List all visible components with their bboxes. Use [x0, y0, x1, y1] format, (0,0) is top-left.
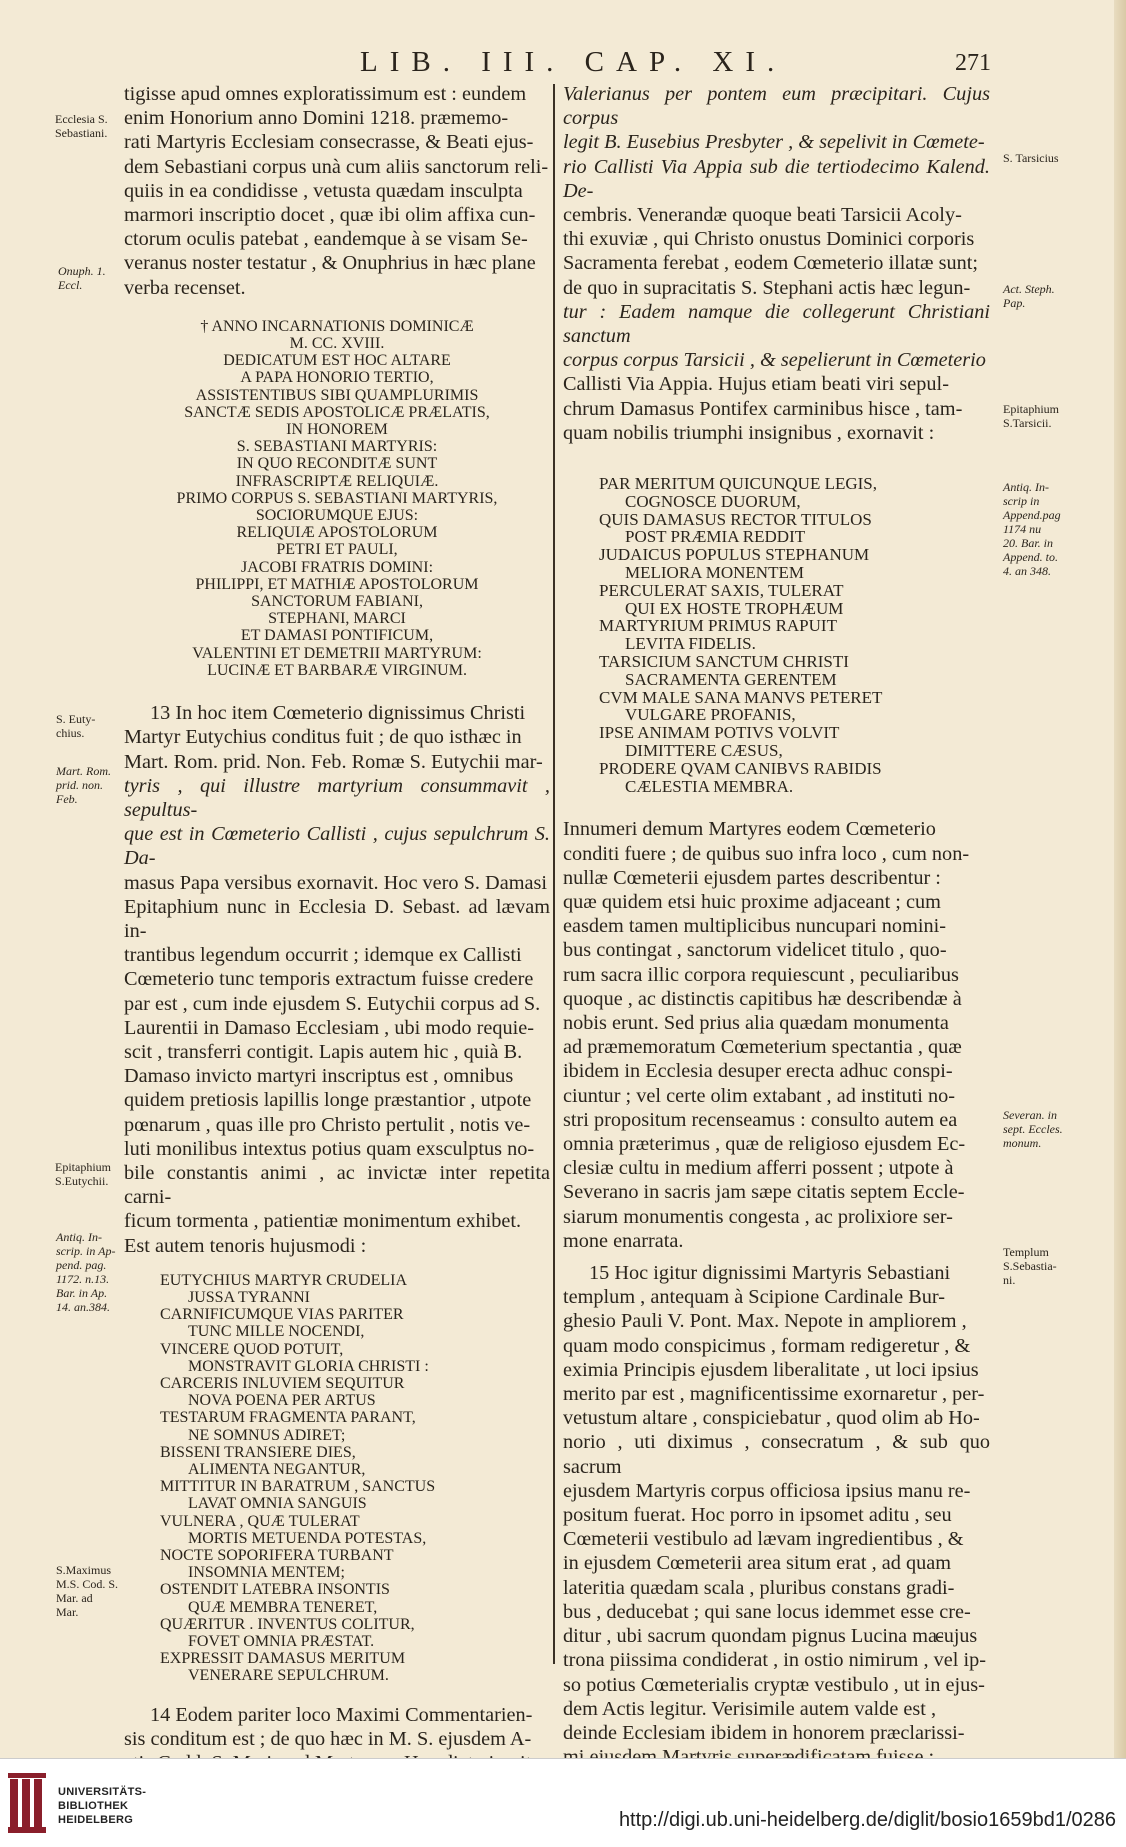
tarsicius-epitaph: [563, 475, 990, 795]
epitaph-line: POST PRÆMIA REDDIT: [625, 527, 806, 547]
right-intro-paragraph: [563, 82, 990, 445]
inscription-line: JACOBI FRATRIS DOMINI:: [240, 558, 434, 576]
inscription-line: M. CC. XVIII.: [289, 335, 385, 353]
margin-line: Ecclesia S.: [55, 112, 108, 126]
text-line: Cœmeterii vestibulo ad lævam ingredientibus , &: [563, 1528, 964, 1551]
text-line: 13 In hoc item Cœmeterio dignissimus Christi: [150, 702, 526, 725]
spacer: [124, 1685, 550, 1703]
margin-line: ni.: [1003, 1273, 1016, 1287]
margin-line: Feb.: [56, 792, 78, 806]
epitaph-line: NE SOMNUS ADIRET;: [188, 1426, 346, 1444]
text-line: nobis erunt. Sed prius alia quædam monumenta: [563, 1012, 949, 1035]
text-line: chrum Damasus Pontifex carminibus hisce , tam-: [563, 397, 963, 420]
epitaph-line: TESTARUM FRAGMENTA PARANT,: [160, 1409, 416, 1427]
text-line: easdem tamen multiplicibus nuncupari nomini-: [563, 915, 947, 938]
text-line: que est in Cœmeterio Callisti , cujus sepulchrum S. Da-: [124, 823, 550, 870]
text-line: merito par est , magnificentissime exornaretur , per-: [563, 1383, 985, 1406]
university-library-logo-icon: [8, 1771, 46, 1835]
paper-edge: [1114, 0, 1126, 1760]
epitaph-line: TUNC MILLE NOCENDI,: [188, 1323, 365, 1341]
text-line: stri propositum recenseamus : consulto autem ea: [563, 1108, 958, 1131]
text-line: verba recenset.: [124, 276, 246, 299]
margin-line: Sebastiani.: [55, 126, 108, 140]
margin-line: S. Euty-: [56, 712, 96, 726]
margin-note-right: [1003, 402, 1059, 430]
text-line: tigisse apud omnes exploratissimum est : eundem: [124, 83, 527, 105]
epitaph-line: OSTENDIT LATEBRA INSONTIS: [160, 1581, 390, 1599]
text-line: Valerianus per pontem eum præcipitari. Cujus corpus: [563, 83, 990, 130]
margin-line: pend. pag.: [56, 1258, 107, 1272]
margin-note-left: [56, 1230, 115, 1314]
text-line: Callisti Via Appia. Hujus etiam beati viri sepul-: [563, 373, 949, 396]
inscription-line: DEDICATUM EST HOC ALTARE: [223, 352, 451, 370]
text-line: quidem pretiosis lapillis longe præstantior , utpote: [124, 1089, 532, 1112]
epitaph-line: NOVA POENA PER ARTUS: [188, 1392, 376, 1410]
text-line: Severano in sacris jam sæpe citatis septem Eccle-: [563, 1181, 965, 1204]
margin-line: scrip in: [1003, 494, 1040, 508]
dedication-inscription: [124, 318, 550, 679]
library-name-line: HEIDELBERG: [58, 1814, 134, 1826]
margin-line: S.Eutychii.: [55, 1174, 109, 1188]
text-line: quiis in ea condidisse , vetusta quædam insculpta: [124, 179, 523, 202]
inscription-line: A PAPA HONORIO TERTIO,: [240, 369, 434, 387]
spacer: [124, 1258, 550, 1272]
text-line: dem Actis legitur. Verisimile autem valde est ,: [563, 1697, 937, 1720]
epitaph-line: JUDAICUS POPULUS STEPHANUM: [599, 545, 870, 565]
margin-line: M.S. Cod. S.: [56, 1577, 119, 1591]
margin-line: Append. to.: [1003, 550, 1058, 564]
text-line: Innumeri demum Martyres eodem Cœmeterio: [563, 818, 936, 841]
margin-line: Append.pag: [1003, 508, 1061, 522]
epitaph-line: VENERARE SEPULCHRUM.: [188, 1667, 389, 1685]
epitaph-line: QUIS DAMASUS RECTOR TITULOS: [599, 509, 872, 529]
epitaph-line: EUTYCHIUS MARTYR CRUDELIA: [160, 1271, 408, 1289]
margin-line: prid. non.: [56, 778, 104, 792]
text-line: eximia Principis ejusdem liberalitate , ut loci ipsius: [563, 1358, 979, 1381]
margin-line: Bar. in Ap.: [56, 1286, 108, 1300]
text-line: sis conditum est ; de quo hæc in M. S. ejusdem A-: [124, 1727, 532, 1750]
text-line: Epitaphium nunc in Ecclesia D. Sebast. ad lævam in-: [124, 895, 550, 942]
text-line: quoque , ac distinctis capitibus hæ describendæ à: [563, 987, 962, 1010]
text-line: norio , uti diximus , consecratum , & sub quo sacrum: [563, 1431, 990, 1478]
left-column: [124, 82, 550, 1775]
margin-note-left: [56, 1563, 118, 1619]
text-line: lateritia quædam scala , pluribus constans gradi-: [563, 1576, 955, 1599]
epitaph-line: IPSE ANIMAM POTIVS VOLVIT: [599, 723, 840, 743]
text-line: ctorum oculis patebat , eandemque à se visam Se-: [124, 228, 528, 251]
text-line: rio Callisti Via Appia sub die tertiodecimo Kalend. De-: [563, 155, 990, 202]
text-line: trantibus legendum occurrit ; idemque ex Callisti: [124, 944, 522, 967]
text-line: deinde Ecclesiam ibidem in honorem præclarissi-: [563, 1721, 965, 1744]
inscription-line: INFRASCRIPTÆ RELIQUIÆ.: [235, 472, 439, 490]
library-name-line: UNIVERSITÄTS-: [58, 1786, 147, 1798]
text-line: cembris. Venerandæ quoque beati Tarsicii Acoly-: [563, 204, 962, 227]
margin-note-left: [56, 764, 111, 806]
margin-line: 20. Bar. in: [1003, 536, 1054, 550]
epitaph-line: NOCTE SOPORIFERA TURBANT: [160, 1547, 394, 1565]
epitaph-line: MARTYRIUM PRIMUS RAPUIT: [599, 616, 837, 636]
catchword: cujus: [935, 1625, 978, 1647]
right-column: [563, 82, 990, 1769]
text-line: Sacramenta ferebat , eodem Cœmeterio illatæ sunt;: [563, 252, 979, 275]
inscription-line: SANCTORUM FABIANI,: [251, 593, 423, 611]
text-line: in ejusdem Cœmeterii area situm erat , ad quam: [563, 1552, 952, 1575]
inscription-line: LUCINÆ ET BARBARÆ VIRGINUM.: [207, 661, 467, 679]
margin-line: Severan. in: [1003, 1108, 1057, 1122]
margin-line: S. Tarsicius: [1003, 151, 1059, 165]
epitaph-line: CARNIFICUMQUE VIAS PARITER: [160, 1306, 404, 1324]
epitaph-line: VINCERE QUOD POTUIT,: [160, 1340, 344, 1358]
inscription-line: VALENTINI ET DEMETRII MARTYRUM:: [192, 644, 482, 662]
paragraph-13: [124, 701, 550, 1258]
epitaph-line: MELIORA MONENTEM: [625, 563, 804, 583]
epitaph-line: PRODERE QVAM CANIBVS RABIDIS: [599, 758, 882, 778]
margin-line: Templum: [1003, 1245, 1049, 1259]
inscription-line: ASSISTENTIBUS SIBI QUAMPLURIMIS: [195, 386, 479, 404]
margin-line: Pap.: [1003, 296, 1026, 310]
text-line: rati Martyris Ecclesiam consecrasse, & Beati ejus-: [124, 131, 534, 154]
epitaph-line: INSOMNIA MENTEM;: [188, 1564, 345, 1582]
spacer: [563, 445, 990, 475]
library-footer: [0, 1758, 1126, 1847]
epitaph-line: VULNERA , QUÆ TULERAT: [160, 1512, 360, 1530]
margin-line: S.Maximus: [56, 1563, 112, 1577]
page-header: [0, 46, 1126, 86]
text-line: ciuntur ; vel certe olim extabant , ad instituti no-: [563, 1084, 955, 1107]
inscription-line: STEPHANI, MARCI: [268, 610, 406, 628]
margin-line: 1174 nu: [1003, 522, 1042, 536]
margin-line: 1172. n.13.: [56, 1272, 110, 1286]
margin-line: Mart. Rom.: [56, 764, 111, 778]
inscription-line: ET DAMASI PONTIFICUM,: [240, 627, 434, 645]
text-line: bile constantis animi , ac invictæ inter repetita carni-: [124, 1161, 550, 1209]
text-line: tyris , qui illustre martyrium consummavit , sepultus-: [124, 774, 550, 821]
epitaph-line: SACRAMENTA GERENTEM: [625, 669, 837, 689]
inscription-line: IN HONOREM: [286, 421, 388, 439]
text-line: positum fuerat. Hoc porro in ipsomet aditu , seu: [563, 1504, 952, 1527]
epitaph-line: QUI EX HOSTE TROPHÆUM: [625, 598, 844, 618]
text-line: Est autem tenoris hujusmodi :: [124, 1234, 367, 1257]
margin-note-right: [1003, 1108, 1063, 1150]
margin-line: 14. an.384.: [56, 1300, 110, 1314]
text-line: bus contingat , sanctorum videlicet titulo , quo-: [563, 939, 947, 962]
epitaph-line: TARSICIUM SANCTUM CHRISTI: [599, 652, 849, 672]
text-line: veranus noster testatur , & Onuphrius in hæc plane: [124, 252, 536, 275]
epitaph-line: CARCERIS INLUVIEM SEQUITUR: [160, 1374, 405, 1392]
text-line: clesiæ cultu in medium afferri possent ; utpote à: [563, 1157, 954, 1180]
text-line: corpus corpus Tarsicii , & sepelierunt in Cœmeterio: [563, 349, 986, 372]
text-line: par est , cum inde ejusdem S. Eutychii corpus ad S.: [124, 992, 541, 1015]
margin-line: Onuph. 1.: [58, 264, 106, 278]
inscription-line: RELIQUIÆ APOSTOLORUM: [236, 524, 438, 542]
library-name-line: BIBLIOTHEK: [58, 1800, 129, 1812]
margin-note-right: [1003, 282, 1055, 310]
inscription-line: S. SEBASTIANI MARTYRIS:: [236, 438, 438, 456]
text-line: tur : Eadem namque die collegerunt Christiani sanctum: [563, 300, 990, 348]
text-line: masus Papa versibus exornavit. Hoc vero S. Damasi: [124, 871, 548, 894]
text-line: quam modo conspicimus , formam redigeretur , &: [563, 1334, 971, 1357]
text-line: Laurentii in Damaso Ecclesiam , ubi modo requie-: [124, 1016, 535, 1039]
epitaph-line: FOVET OMNIA PRÆSTAT.: [188, 1633, 375, 1651]
margin-note-left: [55, 112, 108, 140]
text-line: Damaso invicto martyri inscriptus est , omnibus: [124, 1065, 514, 1088]
margin-line: Eccl.: [58, 278, 83, 292]
inscription-line: SOCIORUMQUE EJUS:: [255, 507, 419, 525]
margin-line: Epitaphium: [1003, 402, 1059, 416]
margin-line: Mar. ad: [56, 1591, 93, 1605]
margin-note-right: [1003, 480, 1061, 578]
text-line: trona piissima condiderat , in ostio nimirum , vel ip-: [563, 1649, 987, 1672]
margin-line: sept. Eccles.: [1003, 1122, 1063, 1136]
text-line: omnia præterimus , quæ de religioso ejusdem Ec-: [563, 1133, 966, 1156]
text-line: quæ quidem etsi huic proxime adjaceant ; cum: [563, 891, 941, 913]
page-number: 271: [955, 50, 991, 76]
text-line: luti monilibus intextus potius quam exsculptus no-: [124, 1137, 535, 1160]
epitaph-line: PAR MERITUM QUICUNQUE LEGIS,: [599, 474, 877, 494]
epitaph-line: QUÆ MEMBRA TENERET,: [188, 1598, 378, 1616]
text-line: marmori inscriptio docet , quæ ibi olim affixa cun-: [124, 204, 536, 227]
margin-note-right: [1003, 1245, 1057, 1287]
epitaph-line: QUÆRITUR . INVENTUS COLITUR,: [160, 1615, 415, 1633]
text-line: siarum monumentis congesta , ac prolixiore ser-: [563, 1205, 953, 1228]
text-line: quam nobilis triumphi insignibus , exornavit :: [563, 421, 935, 444]
text-line: enim Honorium anno Domini 1218. præmemo-: [124, 107, 509, 130]
spacer: [124, 300, 550, 318]
epitaph-line: EXPRESSIT DAMASUS MERITUM: [160, 1650, 406, 1668]
epitaph-line: CVM MALE SANA MANVS PETERET: [599, 687, 883, 707]
text-line: dem Sebastiani corpus unà cum aliis sanctorum reli-: [124, 155, 549, 178]
spacer: [563, 1253, 990, 1261]
column-divider: [553, 84, 555, 1664]
source-url-link[interactable]: http://digi.ub.uni-heidelberg.de/diglit/bosio1659bd1/0286: [618, 1809, 1116, 1831]
text-line: pœnarum , quas ille pro Christo pertulit , notis ve-: [124, 1113, 531, 1136]
inscription-line: † ANNO INCARNATIONIS DOMINICÆ: [200, 317, 474, 335]
text-line: scit , transferri contigit. Lapis autem hic , quià B.: [124, 1040, 523, 1063]
text-line: 15 Hoc igitur dignissimi Martyris Sebastiani: [589, 1262, 951, 1285]
epitaph-line: JUSSA TYRANNI: [188, 1288, 310, 1306]
text-line: conditi fuere ; de quibus suo infra loco , cum non-: [563, 842, 970, 865]
epitaph-line: MORTIS METUENDA POTESTAS,: [188, 1529, 427, 1547]
epitaph-line: PERCULERAT SAXIS, TULERAT: [599, 580, 844, 600]
text-line: vetustum altare , conspiciebatur , quod olim ab Ho-: [563, 1407, 980, 1430]
text-line: ad præmemoratum Cœmeterium spectantia , quæ: [563, 1036, 962, 1059]
eutychius-epitaph: [124, 1272, 550, 1685]
epitaph-line: MONSTRAVIT GLORIA CHRISTI :: [188, 1357, 429, 1375]
left-intro-paragraph: [124, 82, 550, 300]
margin-line: S.Tarsicii.: [1003, 416, 1052, 430]
text-line: Cœmeterio tunc temporis extractum fuisse credere: [124, 968, 534, 991]
text-line: so potius Cœmeterialis cryptæ vestibulo , ut in ejus-: [563, 1673, 985, 1696]
epitaph-line: DIMITTERE CÆSUS,: [625, 741, 783, 760]
text-line: bus , deducebat ; qui sane locus idemmet esse cre-: [563, 1600, 971, 1623]
inscription-line: IN QUO RECONDITÆ SUNT: [236, 455, 438, 473]
margin-line: chius.: [56, 726, 85, 740]
margin-line: Epitaphium: [55, 1160, 111, 1174]
margin-note-left: [58, 264, 106, 292]
text-line: templum , antequam à Scipione Cardinale Bur-: [563, 1286, 946, 1309]
library-name: [58, 1785, 146, 1827]
margin-note-right: [1003, 151, 1059, 165]
epitaph-line: MITTITUR IN BARATRUM , SANCTUS: [160, 1478, 436, 1496]
margin-line: monum.: [1003, 1136, 1042, 1150]
margin-line: Antiq. In-: [56, 1230, 102, 1244]
margin-line: Mar.: [56, 1605, 79, 1619]
text-line: mone enarrata.: [563, 1229, 684, 1252]
margin-line: Antiq. In-: [1003, 480, 1049, 494]
margin-line: 4. an 348.: [1003, 564, 1051, 578]
text-line: ejusdem Martyris corpus officiosa ipsius manu re-: [563, 1479, 971, 1502]
inscription-line: PHILIPPI, ET MATHIÆ APOSTOLORUM: [195, 575, 479, 593]
text-line: ficum tormenta , patientiæ monimentum exhibet.: [124, 1210, 522, 1233]
margin-note-left: [56, 712, 95, 740]
text-line: Martyr Eutychius conditus fuit ; de quo isthæc in: [124, 726, 522, 749]
text-line: ibidem in Ecclesia desuper erecta adhuc conspi-: [563, 1060, 953, 1083]
epitaph-line: BISSENI TRANSIERE DIES,: [160, 1443, 356, 1461]
epitaph-line: ALIMENTA NEGANTUR,: [188, 1461, 366, 1478]
epitaph-line: LAVAT OMNIA SANGUIS: [188, 1495, 367, 1513]
epitaph-line: LEVITA FIDELIS.: [625, 634, 756, 654]
text-line: ghesio Pauli V. Pont. Max. Nepote in ampliorem ,: [563, 1310, 967, 1333]
margin-line: Act. Steph.: [1003, 282, 1055, 296]
running-title: LIB. III. CAP. XI.: [360, 46, 787, 78]
text-line: nullæ Cœmeterii ejusdem partes describentur :: [563, 866, 941, 889]
inscription-line: PETRI ET PAULI,: [276, 541, 398, 559]
epitaph-line: VULGARE PROFANIS,: [625, 705, 796, 725]
inscription-line: PRIMO CORPUS S. SEBASTIANI MARTYRIS,: [176, 489, 498, 507]
inscription-line: SANCTÆ SEDIS APOSTOLICÆ PRÆLATIS,: [184, 403, 490, 421]
text-line: 14 Eodem pariter loco Maximi Commentarien-: [150, 1703, 533, 1726]
text-line: de quo in supracitatis S. Stephani actis hæc legun-: [563, 276, 971, 299]
text-line: thi exuviæ , qui Christo onustus Dominici corporis: [563, 228, 975, 251]
spacer: [563, 795, 990, 817]
text-line: Mart. Rom. prid. Non. Feb. Romæ S. Eutychii mar-: [124, 750, 543, 773]
paragraph-15: [563, 1261, 990, 1769]
text-line: ditur , ubi sacrum quondam pignus Lucina ma-: [563, 1625, 944, 1648]
epitaph-line: COGNOSCE DUORUM,: [625, 491, 801, 511]
margin-line: S.Sebastia-: [1003, 1259, 1057, 1273]
text-line: rum sacra illic corpora requiescunt , peculiaribus: [563, 963, 959, 986]
right-body-paragraph: [563, 817, 990, 1253]
text-line: legit B. Eusebius Presbyter , & sepelivit in Cœmete-: [563, 131, 985, 154]
spacer: [124, 679, 550, 701]
margin-line: scrip. in Ap-: [56, 1244, 116, 1258]
margin-note-left: [55, 1160, 111, 1188]
epitaph-line: CÆLESTIA MEMBRA.: [625, 776, 794, 796]
